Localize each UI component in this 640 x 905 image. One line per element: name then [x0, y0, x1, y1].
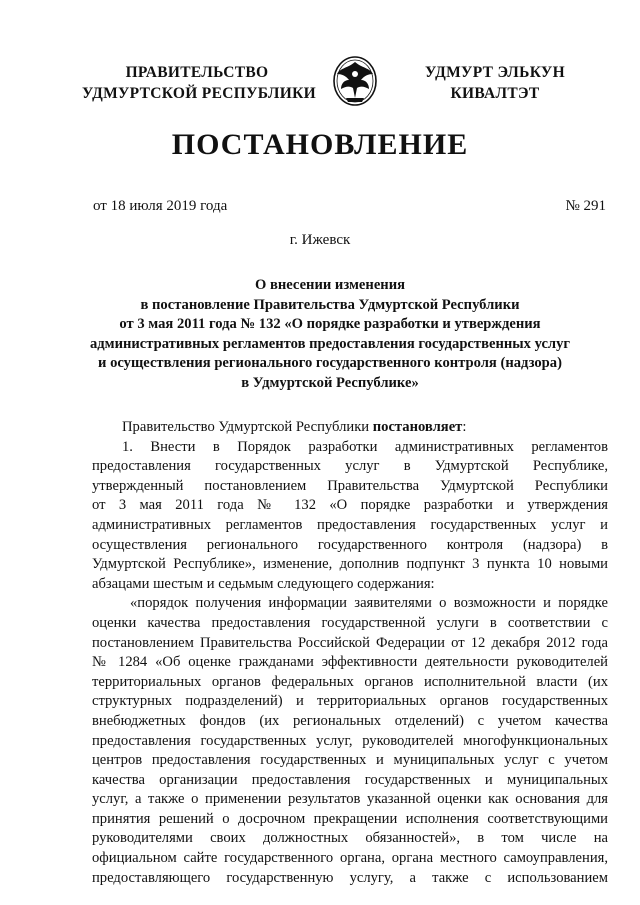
body-line: территориальных органов федеральных органов исполнительной власти (их: [92, 673, 608, 690]
body-line: официальном сайте государственного органа, органа местного самоуправления,: [92, 850, 608, 867]
document-title: ПОСТАНОВЛЕНИЕ: [171, 128, 469, 161]
issuer-name-udmurt: [400, 62, 590, 104]
body-line: предоставляющего государственную услугу, а также с использованием: [92, 869, 608, 886]
body-line: внебюджетных фондов (их региональных отделений) с учетом качества: [92, 712, 608, 729]
body-line: качества организации предоставления государственных и муниципальных: [92, 771, 608, 788]
intro-text: Правительство Удмуртской Республики: [122, 419, 373, 435]
heading-line: в постановление Правительства Удмуртской Республики: [140, 296, 520, 313]
document-city: г. Ижевск: [289, 232, 351, 248]
body-line: структурных подразделений) и территориальных органов государственных: [92, 693, 608, 710]
issuer-ud-line1: УДМУРТ ЭЛЬКУН: [425, 64, 565, 81]
body-line: абзацами шестым и седьмым следующего содержания:: [92, 575, 435, 592]
body-line: 1. Внести в Порядок разработки административных регламентов: [122, 438, 608, 455]
body-line: принятия решений о досрочном прекращении исполнения соответствующими: [92, 810, 608, 827]
body-line: оценки качества предоставления государственной услуги в соответствии с: [92, 614, 608, 631]
body-line: руководителями своих должностных обязанностей», в том числе на: [92, 830, 608, 847]
body-line: № 1284 «Об оценке гражданами эффективности деятельности руководителей: [92, 654, 608, 671]
issuer-ru-line1: ПРАВИТЕЛЬСТВО: [125, 64, 269, 81]
body-line: «порядок получения информации заявителями о возможности и порядке: [130, 595, 608, 612]
intro-verb: постановляет: [372, 419, 463, 435]
body-line: предоставления государственных услуг, руководителей многофункциональных: [92, 732, 608, 749]
body-line: от 3 мая 2011 года № 132 «О порядке разработки и утверждения: [92, 497, 608, 514]
resolution-heading: [60, 276, 600, 394]
heading-line: О внесении изменения: [254, 277, 406, 293]
heading-line: административных регламентов предоставления государственных услуг: [89, 335, 571, 352]
body-line: предоставления государственных услуг в Удмуртской Республике,: [92, 458, 608, 475]
coat-of-arms-icon: [332, 54, 378, 106]
body-line: Удмуртской Республике», изменение, дополнив подпункт 3 пункта 10 новыми: [92, 556, 608, 573]
issuer-name-russian: [82, 62, 317, 104]
issuer-ru-line2: УДМУРТСКОЙ РЕСПУБЛИКИ: [82, 85, 317, 102]
body-line: осуществления регионального государственного контроля (надзора) в: [92, 536, 608, 553]
document-body: [92, 418, 608, 888]
paragraph-2-quote: [92, 594, 608, 888]
body-line: утвержденный постановлением Правительства Удмуртской Республики: [92, 477, 608, 494]
paragraph-1: [92, 438, 608, 595]
body-line: административных регламентов предоставления государственных услуг и: [92, 516, 608, 533]
intro-colon: :: [462, 419, 467, 435]
body-line: постановлением Правительства Российской Федерации от 12 декабря 2012 года: [92, 634, 608, 651]
issuer-ud-line2: КИВАЛТЭТ: [450, 85, 540, 102]
document-number: № 291: [565, 198, 606, 214]
document-date: от 18 июля 2019 года: [93, 198, 228, 214]
intro-paragraph: [92, 418, 608, 438]
body-line: центров предоставления государственных и муниципальных услуг с учетом: [92, 752, 608, 769]
heading-line: от 3 мая 2011 года № 132 «О порядке разработки и утверждения: [119, 316, 541, 333]
heading-line: и осуществления регионального государственного контроля (надзора): [98, 355, 562, 372]
body-line: услуг, а также о применении результатов указанной оценки как основания для: [92, 791, 608, 808]
heading-line: в Удмуртской Республике»: [241, 374, 419, 391]
